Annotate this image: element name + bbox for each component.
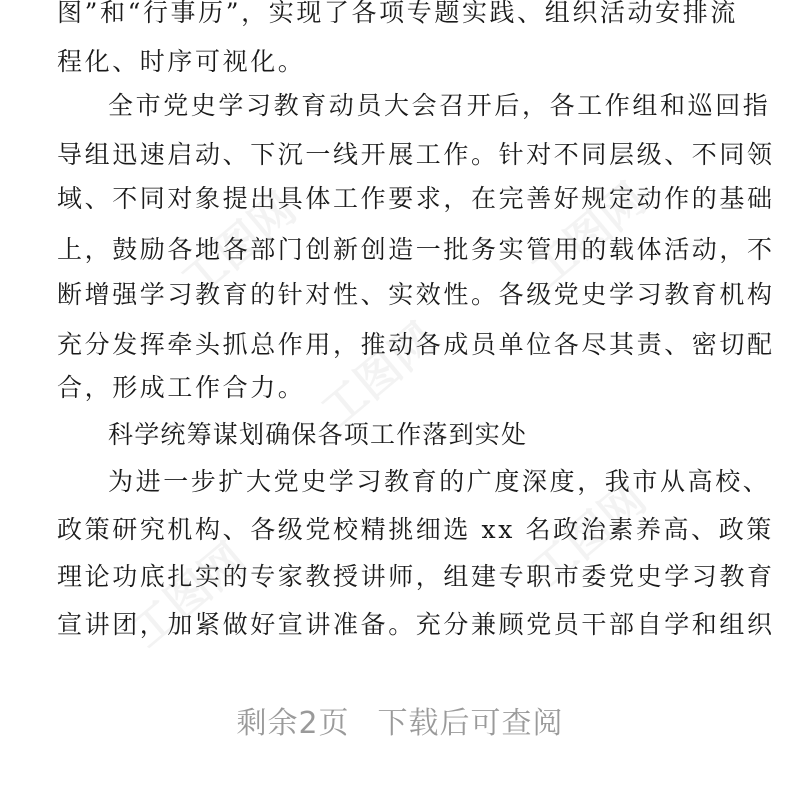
paragraph-line: 理论功底扎实的专家教授讲师，组建专职市委党史学习教育 (57, 562, 775, 591)
paragraph-line: 为进一步扩大党史学习教育的广度深度，我市从高校、 (108, 467, 771, 496)
watermark: 工图网 (521, 173, 656, 298)
watermark: 工图网 (521, 473, 656, 598)
paragraph-line: 充分发挥牵头抓总作用，推动各成员单位各尽其责、密切配 (57, 330, 775, 359)
remaining-pages-notice[interactable] (0, 698, 800, 742)
paragraph-line: 政策研究机构、各级党校精挑细选 xx 名政治素养高、政策 (57, 515, 774, 544)
paragraph-line: 合，形成工作合力。 (57, 373, 306, 402)
watermark: 工图网 (311, 313, 446, 438)
paragraph-line: 域、不同对象提出具体工作要求，在完善好规定动作的基础 (57, 184, 775, 213)
paragraph-line: 宣讲团，加紧做好宣讲准备。充分兼顾党员干部自学和组织 (57, 610, 775, 639)
download-hint-label: 下载后可查阅 (377, 706, 564, 741)
paragraph-line: 上，鼓励各地各部门创新创造一批务实管用的载体活动，不 (57, 235, 775, 264)
watermark: 工图网 (171, 183, 306, 308)
remaining-pages-label: 剩余2页 (236, 706, 350, 741)
paragraph-line: 导组迅速启动、下沉一线开展工作。针对不同层级、不同领 (57, 140, 775, 169)
paragraph-line: 程化、时序可视化。 (57, 47, 306, 76)
paragraph-line: 图”和“行事历”，实现了各项专题实践、组织活动安排流 (57, 0, 738, 27)
paragraph-line: 全市党史学习教育动员大会召开后，各工作组和巡回指 (108, 91, 771, 120)
section-heading: 科学统筹谋划确保各项工作落到实处 (108, 420, 528, 449)
paragraph-line: 断增强学习教育的针对性、实效性。各级党史学习教育机构 (57, 280, 775, 309)
watermark: 工图网 (121, 533, 256, 658)
